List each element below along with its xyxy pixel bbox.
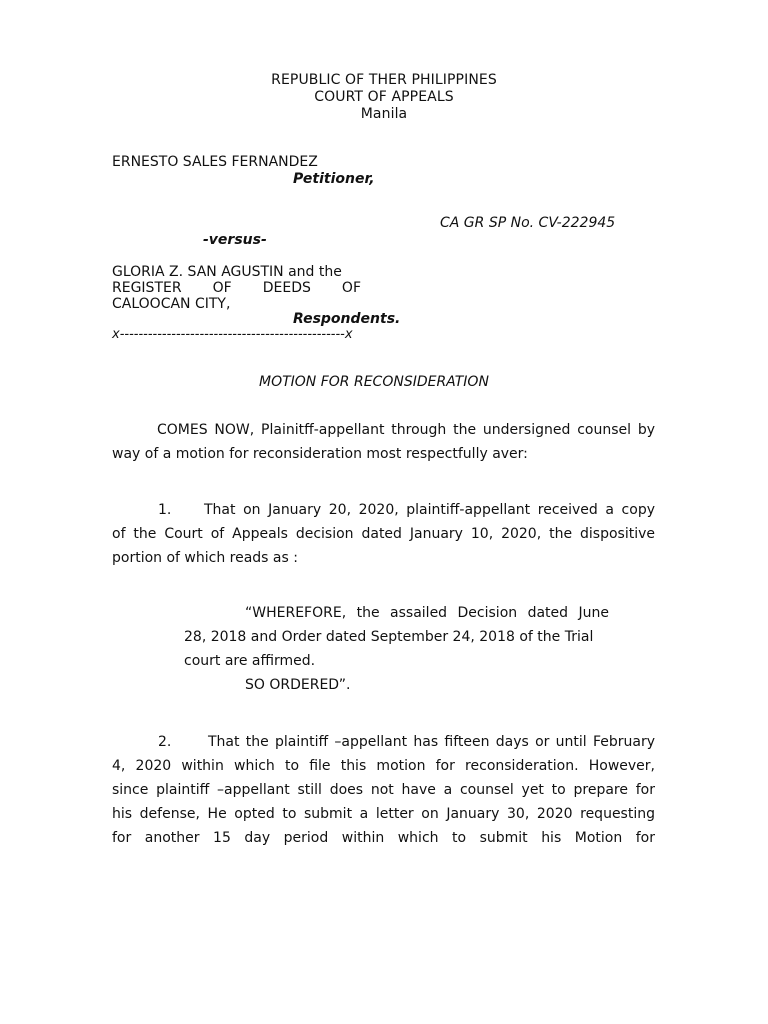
para-2-number: 2.: [158, 734, 172, 750]
para-2-line-1: That the plaintiff –appellant has fifteen days or until February: [208, 734, 655, 750]
para-2-line-5: for another 15 day period within which to submit his Motion for: [112, 830, 655, 846]
petitioner-role: Petitioner,: [293, 171, 375, 187]
versus-label: -versus-: [203, 232, 267, 248]
para-1-number: 1.: [158, 502, 172, 518]
header-court: COURT OF APPEALS: [314, 89, 454, 105]
para-1-line-2: of the Court of Appeals decision dated January 10, 2020, the dispositive: [112, 526, 655, 542]
respondent-word: DEEDS: [262, 280, 311, 296]
respondent-line-3: CALOOCAN CITY,: [112, 296, 231, 312]
para-1-line-1: That on January 20, 2020, plaintiff-appellant received a copy: [204, 502, 655, 518]
respondent-line-2: [112, 280, 361, 296]
quote-line-2: 28, 2018 and Order dated September 24, 2018 of the Trial: [184, 629, 594, 645]
para-2-line-3: since plaintiff –appellant still does not have a counsel yet to prepare for: [112, 782, 655, 798]
para-2-line-4: his defense, He opted to submit a letter on January 30, 2020 requesting: [112, 806, 655, 822]
caption-separator: x------------------------------------------------x: [112, 327, 353, 342]
respondent-word: REGISTER: [112, 280, 182, 296]
document-title: MOTION FOR RECONSIDERATION: [259, 374, 489, 390]
petitioner-name: ERNESTO SALES FERNANDEZ: [112, 154, 318, 170]
respondent-line-1: GLORIA Z. SAN AGUSTIN and the: [112, 264, 342, 280]
header-city: Manila: [360, 106, 408, 122]
header-republic: REPUBLIC OF THER PHILIPPINES: [271, 72, 497, 88]
intro-line-2: way of a motion for reconsideration most respectfully aver:: [112, 446, 528, 462]
para-1-line-3: portion of which reads as :: [112, 550, 298, 566]
quote-line-4: SO ORDERED”.: [245, 677, 351, 693]
respondent-role: Respondents.: [293, 311, 401, 327]
quote-line-1: “WHEREFORE, the assailed Decision dated June: [245, 605, 609, 621]
para-2-line-2: 4, 2020 within which to file this motion for reconsideration. However,: [112, 758, 655, 774]
quote-line-3: court are affirmed.: [184, 653, 316, 669]
respondent-word: OF: [212, 280, 232, 296]
respondent-word: OF: [341, 280, 361, 296]
intro-line-1: COMES NOW, Plainitff-appellant through the undersigned counsel by: [157, 422, 655, 438]
case-number: CA GR SP No. CV-222945: [440, 215, 616, 231]
